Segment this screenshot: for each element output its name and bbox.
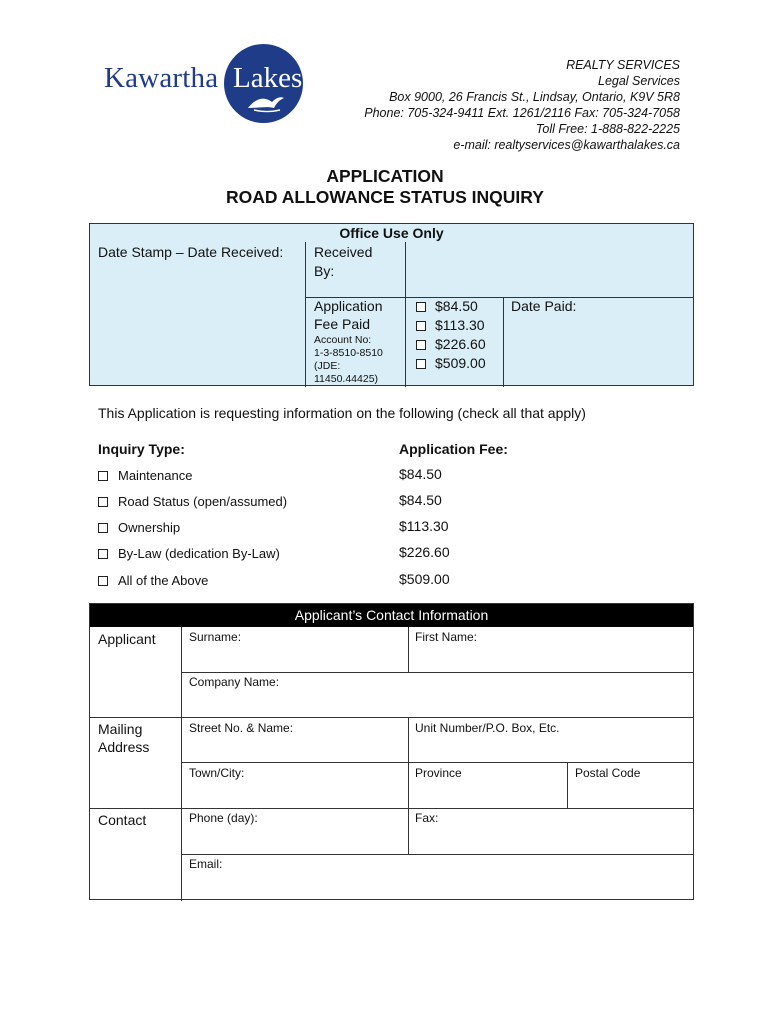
- divider: [567, 762, 568, 808]
- divider: [405, 242, 406, 387]
- checkbox[interactable]: [98, 471, 108, 481]
- office-use-heading: Office Use Only: [339, 225, 444, 241]
- heron-icon: [246, 90, 286, 116]
- email-field[interactable]: Email:: [189, 857, 223, 871]
- company-name-field[interactable]: Company Name:: [189, 675, 280, 689]
- province-field[interactable]: Province: [415, 766, 462, 780]
- postal-code-field[interactable]: Postal Code: [575, 766, 641, 780]
- division-name: Legal Services: [598, 74, 680, 88]
- inquiry-fee: $509.00: [399, 571, 450, 587]
- office-use-table: [89, 223, 694, 386]
- kawartha-lakes-logo: [104, 44, 303, 124]
- office-fee-option[interactable]: $84.50: [416, 297, 478, 317]
- divider: [181, 762, 693, 763]
- checkbox[interactable]: [98, 523, 108, 533]
- surname-field[interactable]: Surname:: [189, 630, 242, 644]
- logo-wordmark: Kawartha: [104, 62, 219, 94]
- inquiry-fee: $84.50: [399, 492, 442, 508]
- form-title: APPLICATION: [326, 166, 444, 186]
- checkbox[interactable]: [98, 549, 108, 559]
- contact-label: Contact: [98, 812, 147, 828]
- contact-info-table: [89, 603, 694, 900]
- account-no-value: 1-3-8510-8510: [314, 347, 383, 359]
- fax-field[interactable]: Fax:: [415, 811, 439, 825]
- received-by-label-1: Received: [314, 244, 373, 260]
- phone-fax: Phone: 705-324-9411 Ext. 1261/2116 Fax: 705-324-7058: [364, 106, 680, 120]
- date-stamp-label: Date Stamp – Date Received:: [98, 244, 284, 260]
- divider: [408, 717, 409, 808]
- street-field[interactable]: Street No. & Name:: [189, 721, 294, 735]
- divider: [90, 717, 693, 718]
- date-paid-label: Date Paid:: [511, 298, 577, 314]
- checkbox[interactable]: [416, 321, 426, 331]
- logo-lakes-text: Lakes: [233, 62, 303, 94]
- office-fee-option[interactable]: $509.00: [416, 354, 486, 374]
- inquiry-option-road-status[interactable]: Road Status (open/assumed): [98, 494, 287, 509]
- mailing-label-1: Mailing: [98, 721, 143, 737]
- divider: [181, 627, 182, 901]
- jde-label: (JDE:: [314, 360, 341, 372]
- toll-free: Toll Free: 1-888-822-2225: [535, 122, 680, 136]
- intro-text: This Application is requesting information on the following (check all that apply): [98, 405, 586, 421]
- divider: [90, 808, 693, 809]
- divider: [305, 242, 306, 387]
- applicant-label: Applicant: [98, 631, 156, 647]
- email-address: e-mail: realtyservices@kawarthalakes.ca: [453, 138, 680, 152]
- inquiry-type-header: Inquiry Type:: [98, 441, 185, 457]
- checkbox[interactable]: [98, 497, 108, 507]
- jde-value: 11450.44425): [314, 373, 379, 385]
- contact-info-heading: Applicant’s Contact Information: [90, 604, 693, 627]
- checkbox[interactable]: [416, 340, 426, 350]
- dept-name: REALTY SERVICES: [566, 58, 680, 72]
- divider: [408, 808, 409, 854]
- account-no-label: Account No:: [314, 334, 372, 346]
- first-name-field[interactable]: First Name:: [415, 630, 478, 644]
- app-fee-label-2: Fee Paid: [314, 316, 371, 332]
- inquiry-fee: $113.30: [399, 518, 449, 534]
- app-fee-label-1: Application: [314, 298, 383, 314]
- application-fee-header: Application Fee:: [399, 441, 508, 457]
- town-field[interactable]: Town/City:: [189, 766, 245, 780]
- inquiry-fee: $226.60: [399, 544, 450, 560]
- phone-field[interactable]: Phone (day):: [189, 811, 258, 825]
- checkbox[interactable]: [416, 302, 426, 312]
- divider: [181, 854, 693, 855]
- logo-circle: [224, 44, 303, 123]
- unit-field[interactable]: Unit Number/P.O. Box, Etc.: [415, 721, 560, 735]
- inquiry-option-all[interactable]: All of the Above: [98, 573, 208, 588]
- office-fee-option[interactable]: $226.60: [416, 335, 486, 355]
- received-by-label-2: By:: [314, 263, 335, 279]
- realty-services-address: [364, 57, 680, 153]
- form-subtitle: ROAD ALLOWANCE STATUS INQUIRY: [226, 187, 544, 207]
- inquiry-fee: $84.50: [399, 466, 442, 482]
- divider: [408, 627, 409, 672]
- mailing-address: Box 9000, 26 Francis St., Lindsay, Ontario, K9V 5R8: [389, 90, 680, 104]
- inquiry-option-bylaw[interactable]: By-Law (dedication By-Law): [98, 546, 280, 561]
- divider: [503, 297, 504, 387]
- inquiry-option-maintenance[interactable]: Maintenance: [98, 468, 192, 483]
- divider: [181, 672, 693, 673]
- office-fee-option[interactable]: $113.30: [416, 316, 485, 336]
- checkbox[interactable]: [416, 359, 426, 369]
- inquiry-option-ownership[interactable]: Ownership: [98, 520, 180, 535]
- received-by-field[interactable]: [408, 245, 692, 295]
- checkbox[interactable]: [98, 576, 108, 586]
- mailing-label-2: Address: [98, 739, 150, 755]
